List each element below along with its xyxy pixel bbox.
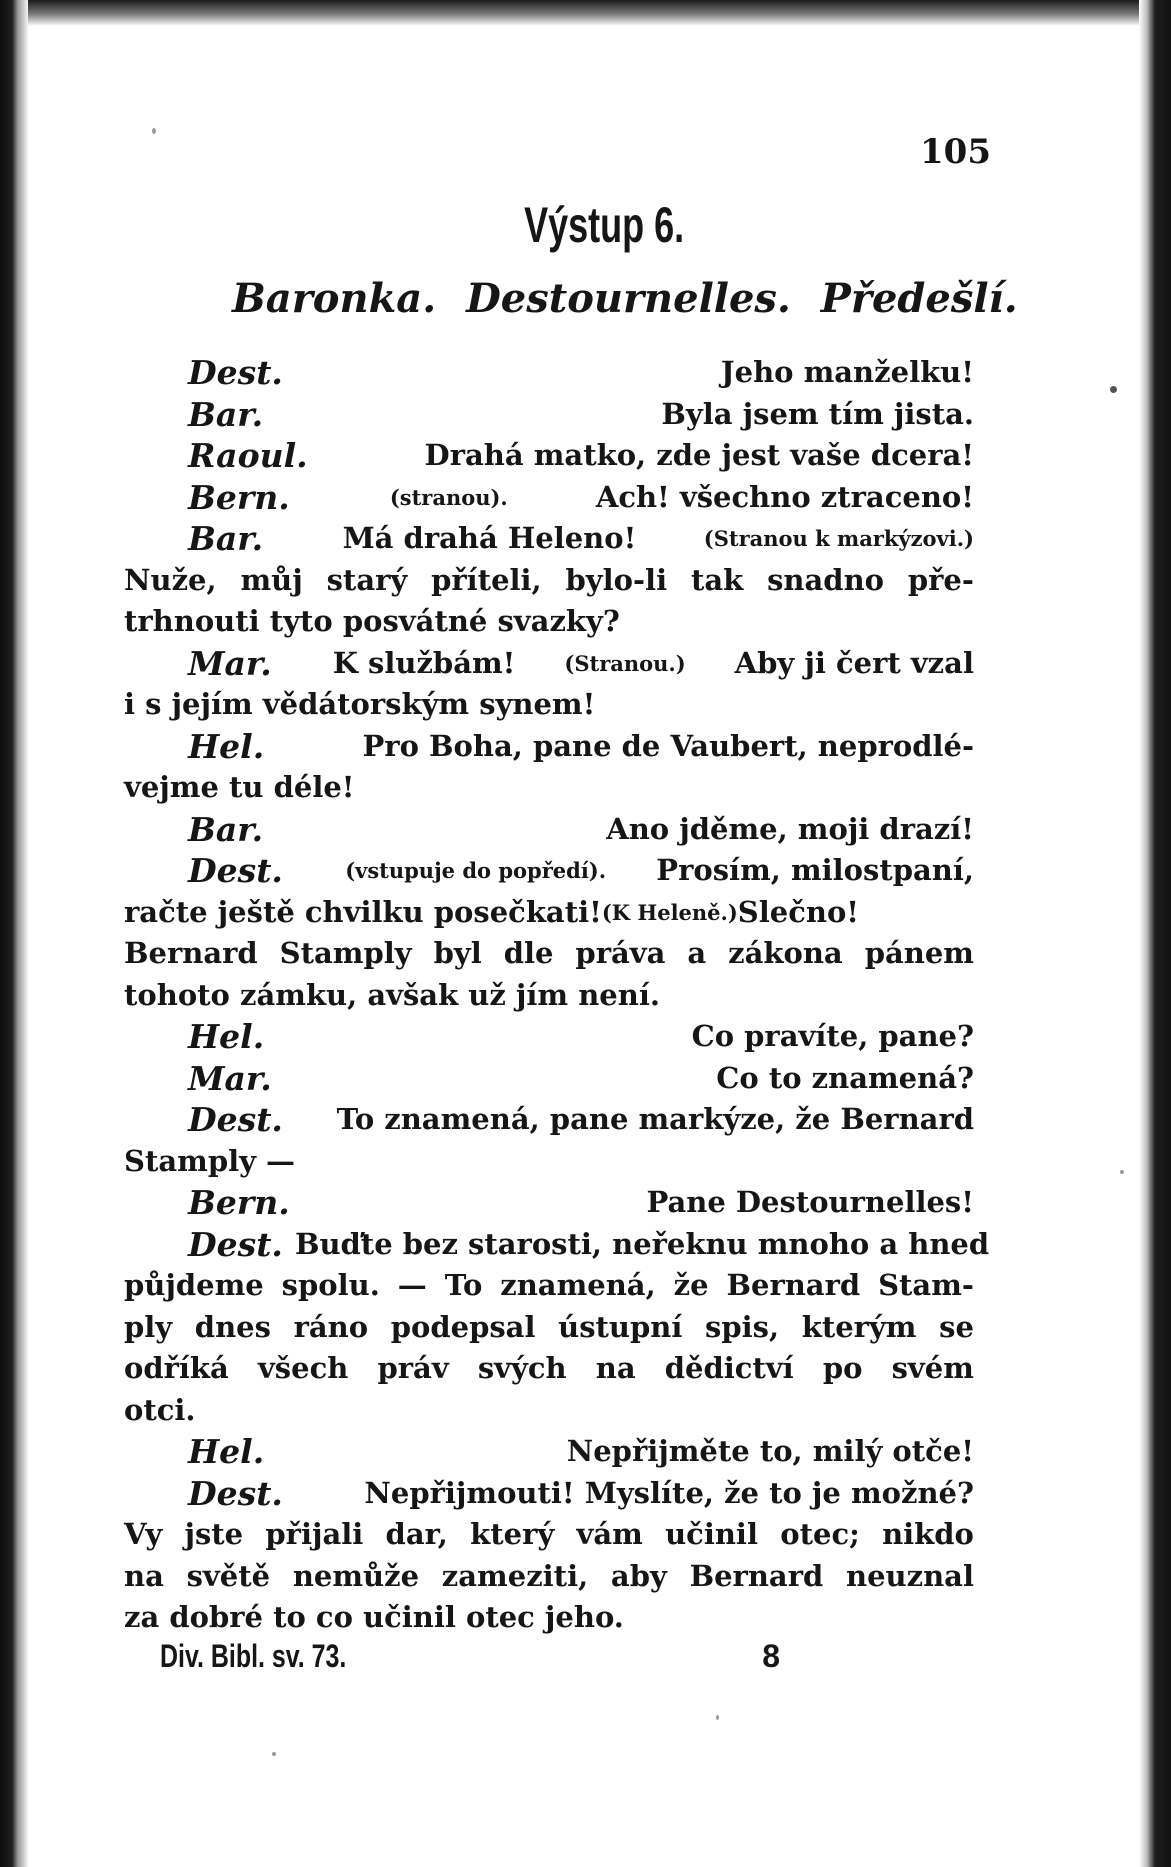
- character-name: Baronka.: [232, 275, 437, 322]
- line-text: Pane Destournelles!: [646, 1185, 974, 1219]
- stage-direction: (Stranou.): [564, 650, 686, 676]
- line-text: Nepřijmouti! Myslíte, že to je možné?: [364, 1475, 974, 1510]
- text-line: [124, 684, 974, 726]
- line-text: Nepřijměte to, milý otče!: [566, 1434, 974, 1468]
- page-number: 105: [920, 132, 991, 172]
- character-name: Předešlí.: [820, 275, 1018, 322]
- line-text: ply dnes ráno podepsal ústupní spis, kterým se: [124, 1309, 974, 1344]
- text-line: [124, 1514, 974, 1556]
- speech-line: [124, 518, 974, 560]
- speech-line: [124, 352, 974, 394]
- speaker-name: Dest.: [188, 353, 283, 392]
- text-line: [124, 892, 974, 934]
- scene-heading-text: Výstup 6.: [524, 197, 685, 253]
- speaker-name: Mar.: [188, 643, 272, 683]
- speaker-name: Mar.: [188, 1058, 272, 1098]
- line-text: Drahá matko, zde jest vaše dcera!: [424, 438, 974, 472]
- line-text: otci.: [124, 1392, 196, 1427]
- text-line: [124, 933, 974, 975]
- line-text: na světě nemůže zameziti, aby Bernard neuznal: [124, 1558, 974, 1593]
- speech-line: [124, 643, 974, 685]
- speaker-name: Dest.: [188, 1224, 283, 1264]
- line-text: odříká všech práv svých na dědictví po svém: [124, 1351, 974, 1385]
- line-text: Vy jste přijali dar, který vám učinil otec; nikdo: [124, 1517, 974, 1551]
- stage-direction: (Stranou k markýzovi.): [703, 526, 974, 551]
- line-text: půjdeme spolu. — To znamená, že Bernard Stam-: [124, 1268, 974, 1302]
- stage-direction: (vstupuje do popředí).: [345, 858, 607, 883]
- line-text: Jeho manželku!: [720, 355, 974, 389]
- speaker-name: Hel.: [188, 726, 265, 766]
- text-line: [124, 1348, 974, 1390]
- stage-direction: (K Heleně.): [601, 899, 738, 925]
- line-text: Byla jsem tím jista.: [661, 396, 974, 431]
- line-text: Má drahá Heleno!: [342, 521, 637, 555]
- text-line: [124, 767, 974, 809]
- line-text: Co pravíte, pane?: [691, 1019, 974, 1053]
- page-footer: [160, 1638, 780, 1675]
- speech-line: [124, 394, 974, 436]
- line-text: Slečno!: [737, 894, 860, 929]
- line-text: i s jejím vědátorským synem!: [124, 687, 596, 721]
- speaker-name: Bern.: [188, 1183, 290, 1222]
- character-name: Destournelles.: [466, 275, 791, 322]
- printer-signature: Div. Bibl. sv. 73.: [160, 1638, 347, 1674]
- speaker-name: Bar.: [188, 394, 264, 434]
- stage-direction: (stranou).: [389, 484, 508, 510]
- speech-line: [124, 726, 974, 768]
- scan-speck: [716, 1715, 719, 1720]
- text-line: [124, 1556, 974, 1598]
- line-text: Ach! všechno ztraceno!: [595, 479, 974, 514]
- sheet-number: 8: [762, 1638, 780, 1674]
- line-text: To znamená, pane markýze, že Bernard: [336, 1102, 974, 1136]
- scan-right-edge: [1139, 0, 1171, 1867]
- line-text: za dobré to co učinil otec jeho.: [124, 1600, 624, 1634]
- character-list: [232, 275, 1034, 322]
- line-text: Nuže, můj starý příteli, bylo-li tak snadno pře-: [124, 562, 974, 597]
- line-text: Ano jděme, moji drazí!: [606, 811, 974, 846]
- line-text: Aby ji čert vzal: [734, 645, 974, 680]
- line-text: Pro Boha, pane de Vaubert, neprodlé-: [362, 728, 974, 763]
- line-text: račte ještě chvilku posečkati!: [124, 894, 602, 929]
- speech-line: [124, 1099, 974, 1141]
- text-line: [124, 1141, 974, 1183]
- speaker-name: Dest.: [188, 1473, 283, 1513]
- speech-line: [124, 1224, 990, 1266]
- dialogue-text: [124, 352, 990, 1639]
- scan-speck: [152, 128, 156, 134]
- speech-line: [124, 1473, 974, 1515]
- scan-speck: [272, 1752, 276, 1756]
- line-text: Prosím, milostpaní,: [656, 853, 974, 887]
- scan-left-edge: [0, 0, 28, 1867]
- text-line: [124, 1307, 974, 1349]
- line-text: Buďte bez starosti, neřeknu mnoho a hned: [294, 1226, 990, 1261]
- speaker-name: Bar.: [188, 809, 264, 849]
- speaker-name: Raoul.: [188, 436, 308, 475]
- speech-line: [124, 1016, 974, 1058]
- scan-top-edge: [0, 0, 1171, 26]
- scan-speck: [1110, 386, 1117, 393]
- text-line: [124, 1390, 974, 1432]
- speaker-name: Hel.: [188, 1432, 265, 1471]
- speaker-name: Hel.: [188, 1017, 265, 1056]
- speaker-name: Dest.: [188, 851, 283, 890]
- line-text: K službám!: [332, 645, 516, 680]
- speaker-name: Dest.: [188, 1100, 283, 1139]
- text-line: [124, 1265, 974, 1307]
- speaker-name: Bar.: [188, 519, 264, 558]
- scan-speck: [1120, 1170, 1124, 1174]
- line-text: trhnouti tyto posvátné svazky?: [124, 604, 620, 638]
- scene-heading: [183, 196, 1026, 254]
- text-line: [124, 1597, 974, 1639]
- speech-line: [124, 1182, 974, 1224]
- speaker-name: Bern.: [188, 477, 290, 517]
- line-text: Co to znamená?: [716, 1060, 974, 1095]
- line-text: Stamply —: [124, 1143, 296, 1178]
- text-line: [124, 975, 974, 1017]
- speech-line: [124, 1058, 974, 1100]
- speech-line: [124, 809, 974, 851]
- text-line: [124, 601, 974, 643]
- line-text: tohoto zámku, avšak už jím není.: [124, 977, 660, 1012]
- speech-line: [124, 1431, 974, 1473]
- speech-line: [124, 435, 974, 477]
- line-text: Bernard Stamply byl dle práva a zákona pánem: [124, 936, 974, 970]
- speech-line: [124, 850, 974, 892]
- text-line: [124, 560, 974, 602]
- speech-line: [124, 477, 974, 519]
- line-text: vejme tu déle!: [124, 770, 355, 804]
